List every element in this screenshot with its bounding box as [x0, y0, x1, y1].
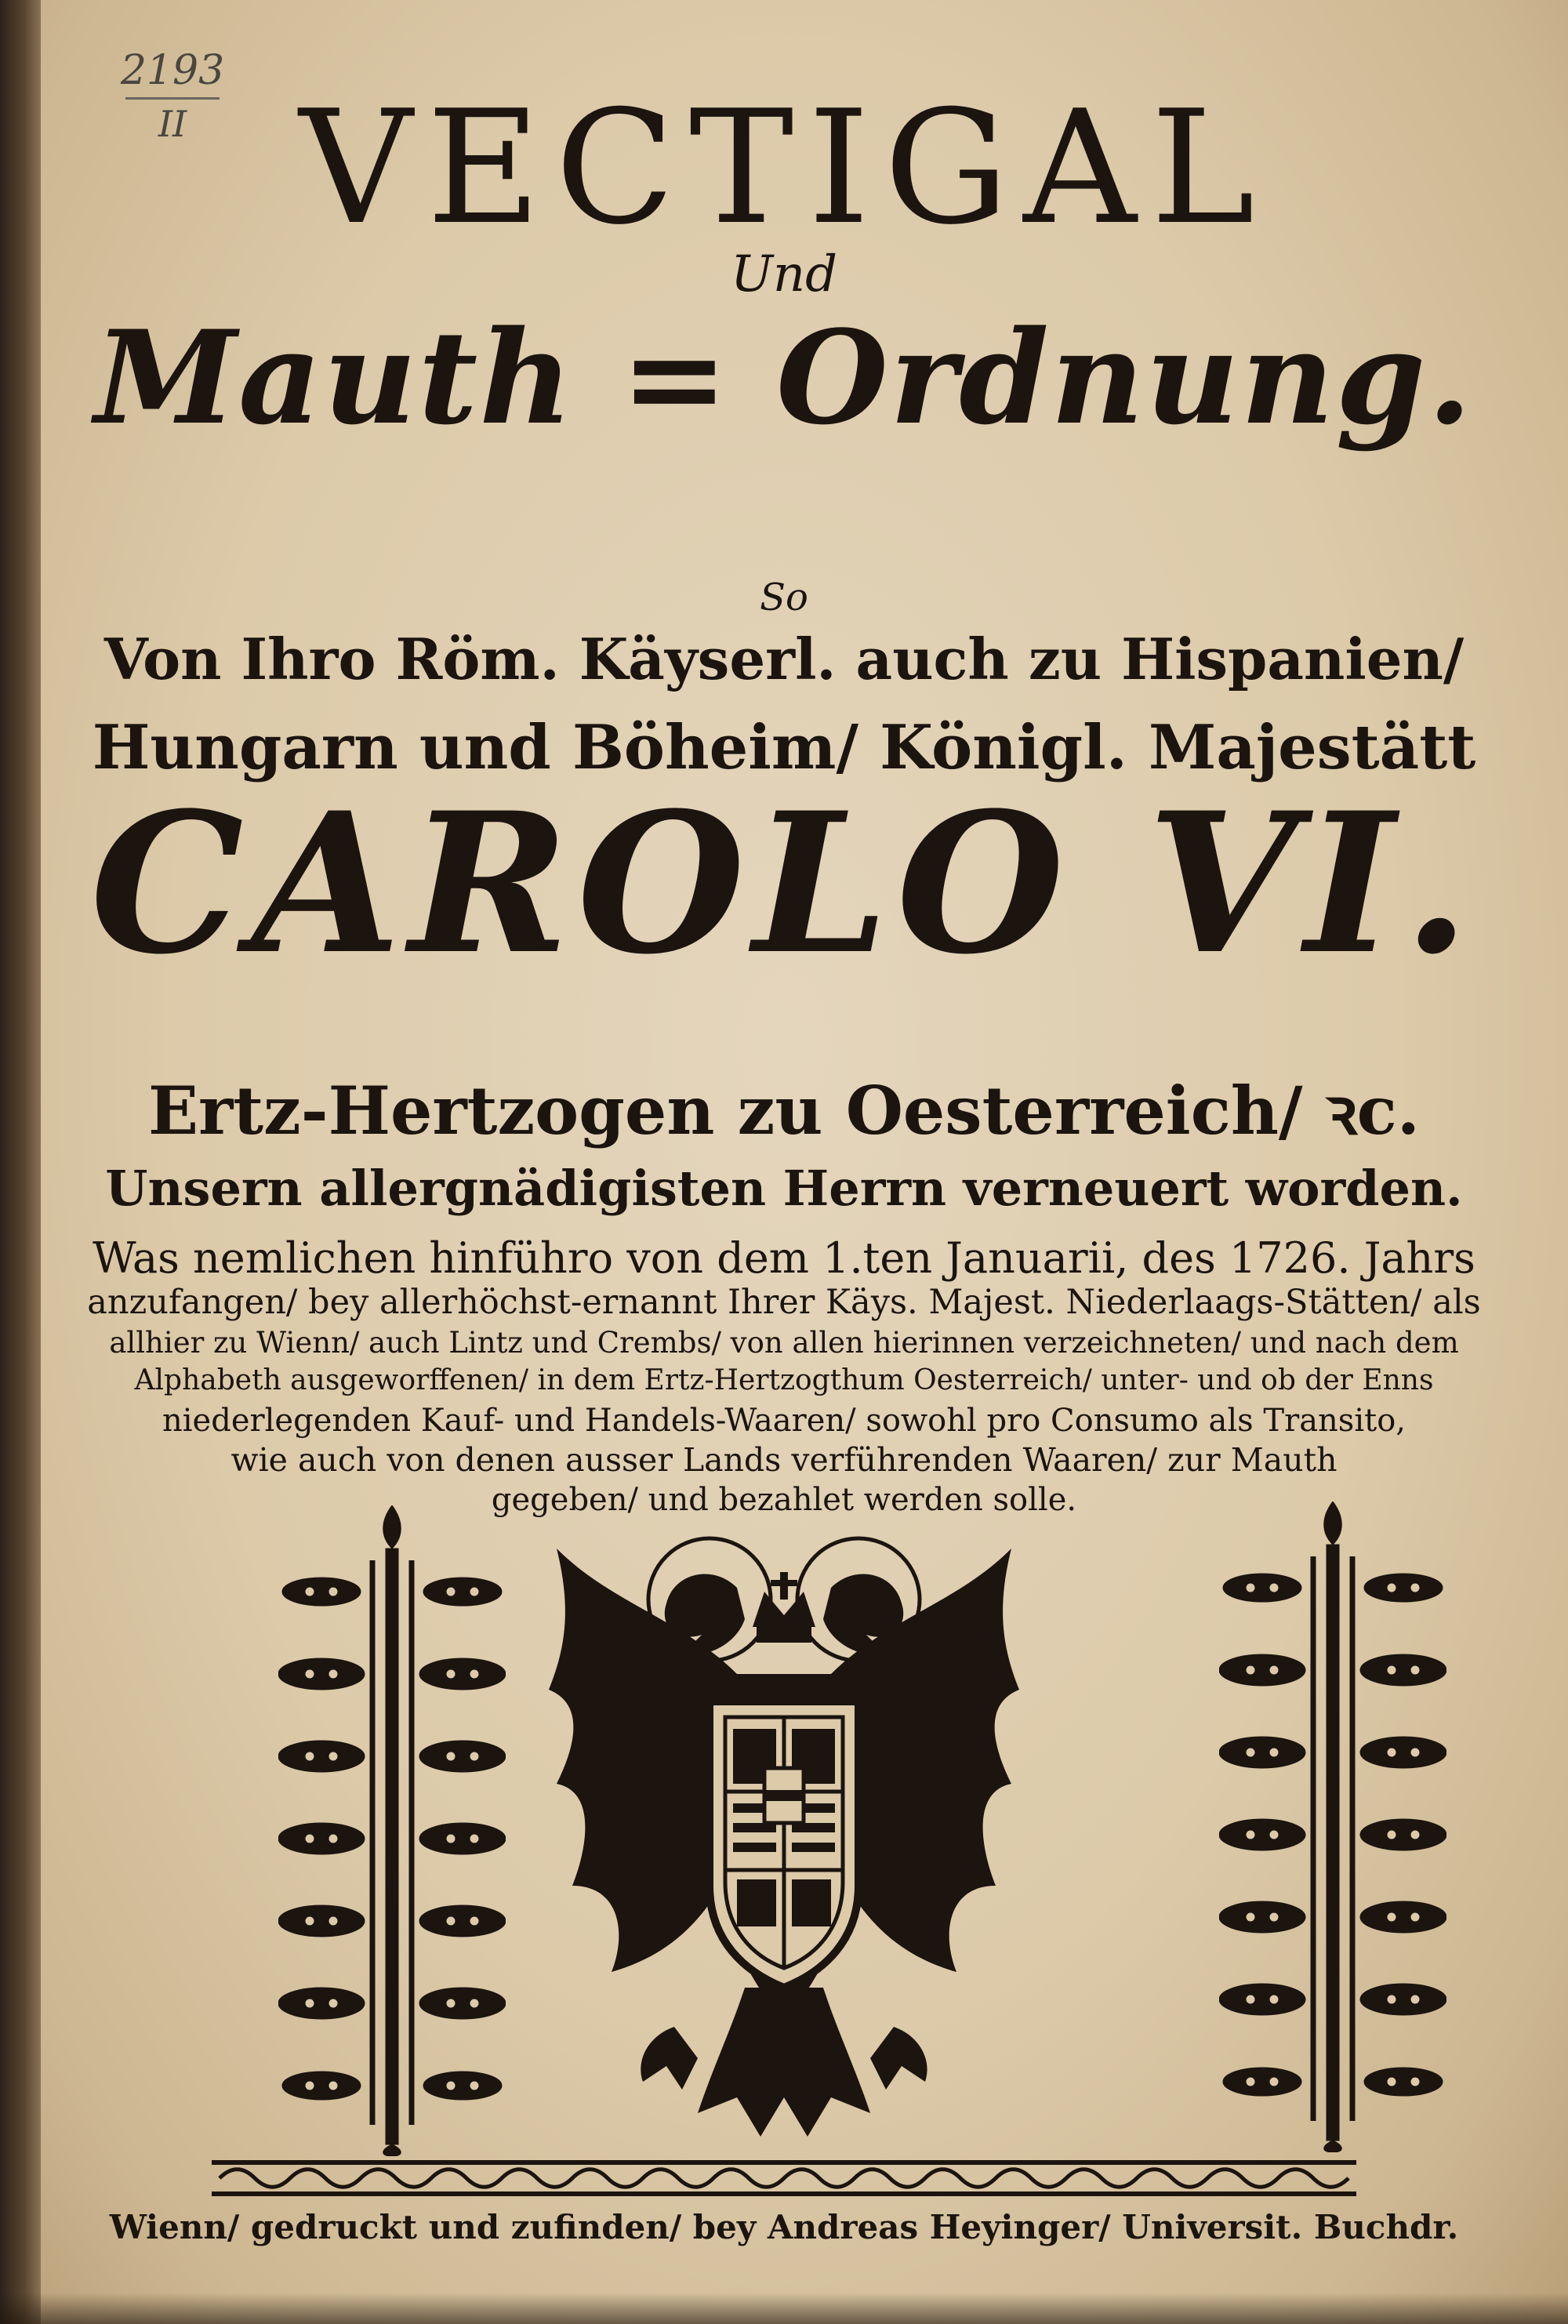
title-vectigal: VECTIGAL — [299, 77, 1269, 260]
imprint: Wienn/ gedruckt und zufinden/ bey Andreas Heyinger/ Universit. Buchdr. — [109, 2208, 1459, 2246]
authority-line-1: Von Ihro Röm. Käyserl. auch zu Hispanien/ — [103, 626, 1465, 692]
archduke-title: Ertz-Hertzogen zu Oesterreich/ ꝛc. — [147, 1072, 1421, 1149]
authority-so: So — [760, 576, 808, 619]
body-line-4: Alphabeth ausgeworffenen/ in dem Ertz-Hertzogthum Oesterreich/ unter- und ob der Enns — [134, 1364, 1434, 1396]
floral-ornament-left-icon — [278, 1505, 506, 2156]
body-line-3: allhier zu Wienn/ auch Lintz und Crembs/ von allen hierinnen verzeichneten/ und nach dem — [109, 1326, 1459, 1360]
body-line-1: Was nemlichen hinführo von dem 1.ten Januarii, des 1726. Jahrs — [93, 1233, 1475, 1283]
lord-line: Unsern allergnädigisten Herrn verneuert worden. — [105, 1160, 1463, 1217]
page-bottom-shadow — [0, 2293, 1568, 2324]
body-line-7: gegeben/ und bezahlet werden solle. — [491, 1482, 1077, 1518]
authority-line-2: Hungarn und Böheim/ Königl. Majestätt — [92, 712, 1476, 783]
title-mauth-ordnung: Mauth = Ordnung. — [94, 302, 1474, 453]
body-line-6: wie auch von denen ausser Lands verführenden Waaren/ zur Mauth — [230, 1441, 1338, 1479]
body-line-2: anzufangen/ bey allerhöchst-ernannt Ihrer Käys. Majest. Niederlaags-Stätten/ als — [87, 1283, 1481, 1322]
body-line-5: niederlegenden Kauf- und Handels-Waaren/ sowohl pro Consumo als Transito, — [162, 1403, 1406, 1439]
title-conjunction: Und — [730, 245, 838, 303]
double-headed-eagle-icon — [541, 1517, 1027, 2144]
shelfmark-number: 2193 — [120, 47, 225, 94]
ruler-name: CAROLO VI. — [90, 771, 1478, 997]
decorative-border-icon — [212, 2160, 1356, 2196]
shelfmark-volume: II — [158, 103, 187, 145]
floral-ornament-right-icon — [1219, 1502, 1446, 2152]
